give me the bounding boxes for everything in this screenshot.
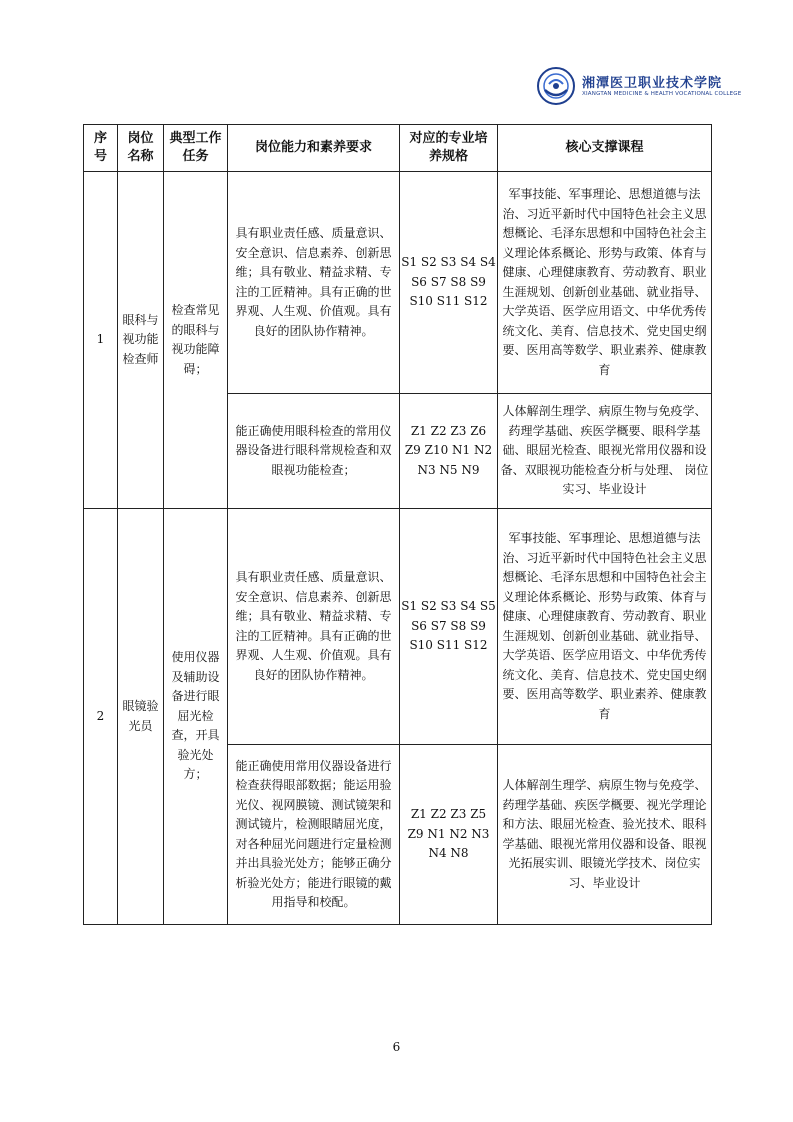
college-emblem-icon (536, 66, 576, 106)
ability-cell: 能正确使用常用仪器设备进行检查获得眼部数据；能运用验光仪、视网膜镜、测试镜架和测试镜片，检测眼睛屈光度，对各种屈光问题进行定量检测并出具验光处方；能够正确分析验光处方；能进行眼镜的戴用指导和校配。 (228, 745, 400, 925)
header-post: 岗位名称 (118, 125, 164, 172)
row-post: 眼科与视功能检查师 (118, 172, 164, 509)
logo-name-cn: 湘潭医卫职业技术学院 (582, 76, 723, 91)
header-task: 典型工作任务 (164, 125, 228, 172)
courses-cell: 军事技能、军事理论、思想道德与法治、习近平新时代中国特色社会主义思想概论、毛泽东思想和中国特色社会主义理论体系概论、形势与政策、体育与健康、心理健康教育、劳动教育、职业生涯规划、创新创业基础、就业指导、大学英语、医学应用语文、中华优秀传统文化、美育、信息技术、党史国史纲要、医用高等数学、职业素养、健康教育 (498, 172, 712, 394)
row-no: 1 (84, 172, 118, 509)
spec-cell: Z1 Z2 Z3 Z5 Z9 N1 N2 N3 N4 N8 (400, 745, 498, 925)
post-competency-table (83, 124, 712, 925)
ability-cell: 能正确使用眼科检查的常用仪器设备进行眼科常规检查和双眼视功能检查； (228, 394, 400, 509)
ability-cell: 具有职业责任感、质量意识、安全意识、信息素养、创新思维；具有敬业、精益求精、专注的工匠精神。具有正确的世界观、人生观、价值观。具有良好的团队协作精神。 (228, 509, 400, 745)
table-row (84, 509, 712, 745)
spec-cell: Z1 Z2 Z3 Z6 Z9 Z10 N1 N2 N3 N5 N9 (400, 394, 498, 509)
courses-cell: 军事技能、军事理论、思想道德与法治、习近平新时代中国特色社会主义思想概论、毛泽东思想和中国特色社会主义理论体系概论、形势与政策、体育与健康、心理健康教育、劳动教育、职业生涯规划、创新创业基础、就业指导、大学英语、医学应用语文、中华优秀传统文化、美育、信息技术、党史国史纲要、医用高等数学、职业素养、健康教育 (498, 509, 712, 745)
header-courses: 核心支撑课程 (498, 125, 712, 172)
row-no: 2 (84, 509, 118, 925)
courses-cell: 人体解剖生理学、病原生物与免疫学、药理学基础、疾医学概要、眼科学基础、眼屈光检查、眼视光常用仪器和设备、双眼视功能检查分析与处理、 岗位实习、毕业设计 (498, 394, 712, 509)
spec-cell: S1 S2 S3 S4 S4 S6 S7 S8 S9 S10 S11 S12 (400, 172, 498, 394)
header-spec: 对应的专业培养规格 (400, 125, 498, 172)
logo-name-en: XIANGTAN MEDICINE & HEALTH VOCATIONAL COLLEGE (582, 91, 742, 97)
header-no: 序号 (84, 125, 118, 172)
ability-cell: 具有职业责任感、质量意识、安全意识、信息素养、创新思维；具有敬业、精益求精、专注的工匠精神。具有正确的世界观、人生观、价值观。具有良好的团队协作精神。 (228, 172, 400, 394)
spec-cell: S1 S2 S3 S4 S5 S6 S7 S8 S9 S10 S11 S12 (400, 509, 498, 745)
college-logo (536, 66, 742, 108)
row-task: 检查常见的眼科与视功能障碍； (164, 172, 228, 509)
row-post: 眼镜验光员 (118, 509, 164, 925)
table-header-row (84, 125, 712, 172)
courses-cell: 人体解剖生理学、病原生物与免疫学、药理学基础、疾医学概要、视光学理论和方法、眼屈光检查、验光技术、眼科学基础、眼视光常用仪器和设备、眼视光拓展实训、眼镜光学技术、岗位实习、毕业设计 (498, 745, 712, 925)
header-ability: 岗位能力和素养要求 (228, 125, 400, 172)
page-number: 6 (392, 1040, 401, 1054)
table-row (84, 172, 712, 394)
row-task: 使用仪器及辅助设备进行眼屈光检查，开具验光处方； (164, 509, 228, 925)
